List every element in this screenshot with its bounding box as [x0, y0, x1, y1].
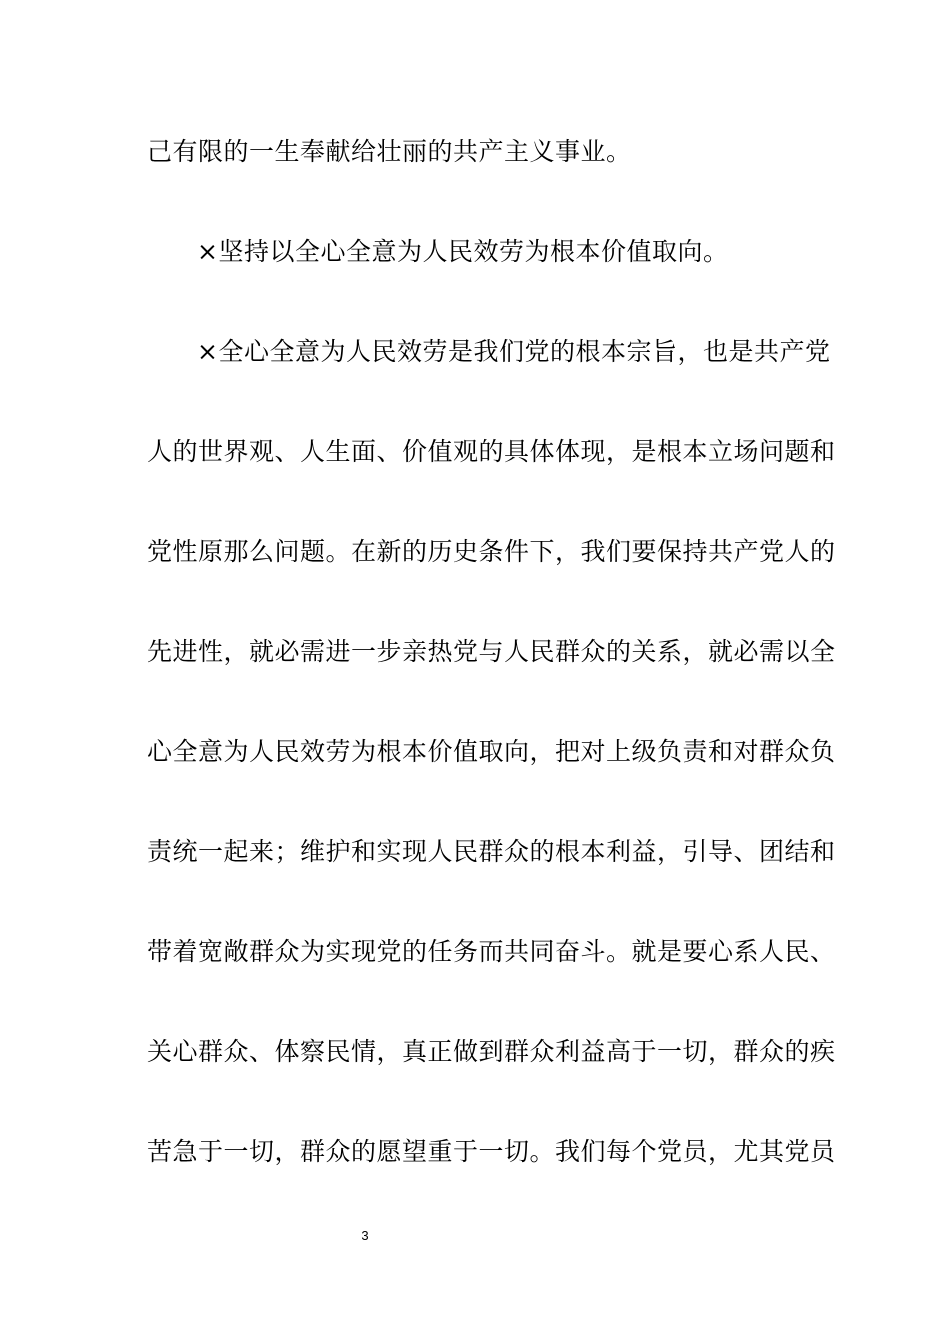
section-heading: ×坚持以全心全意为人民效劳为根本价值取向。	[197, 237, 729, 266]
page-number: 3	[361, 1228, 369, 1243]
text-line: 心全意为人民效劳为根本价值取向，把对上级负责和对群众负	[147, 737, 836, 766]
text-line: 先进性，就必需进一步亲热党与人民群众的关系，就必需以全	[147, 637, 836, 666]
text-line: 人的世界观、人生面、价值观的具体体现，是根本立场问题和	[147, 437, 836, 466]
paragraph-first-line: ×全心全意为人民效劳是我们党的根本宗旨，也是共产党	[197, 337, 831, 366]
text-line: 责统一起来；维护和实现人民群众的根本利益，引导、团结和	[147, 837, 836, 866]
text-line: 带着宽敞群众为实现党的任务而共同奋斗。就是要心系人民、	[147, 937, 836, 966]
text-line: 己有限的一生奉献给壮丽的共产主义事业。	[147, 137, 632, 166]
text-line: 关心群众、体察民情，真正做到群众利益高于一切，群众的疾	[147, 1037, 836, 1066]
text-line: 党性原那么问题。在新的历史条件下，我们要保持共产党人的	[147, 537, 836, 566]
text-line: 苦急于一切，群众的愿望重于一切。我们每个党员，尤其党员	[147, 1137, 836, 1166]
